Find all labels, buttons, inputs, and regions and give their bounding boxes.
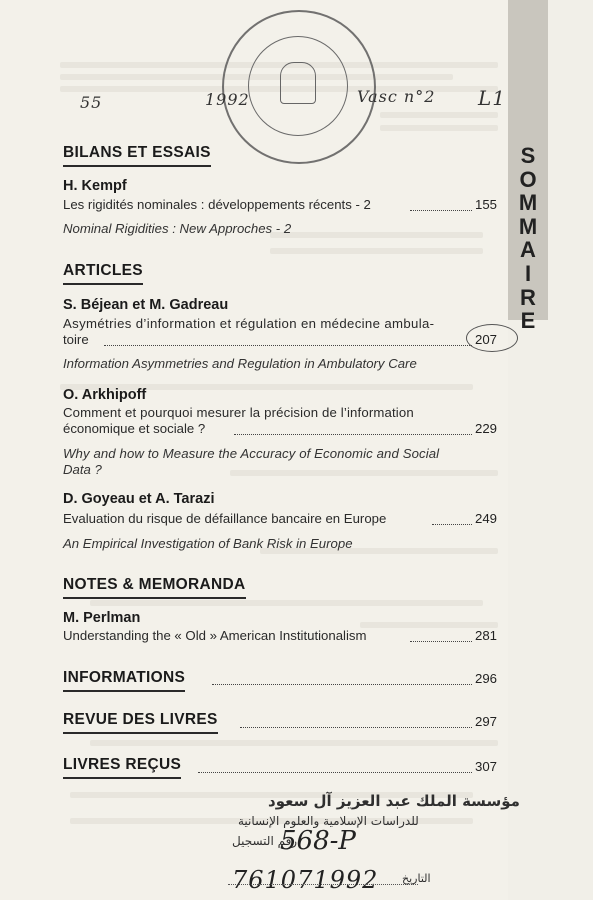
leader-dots <box>410 641 472 642</box>
leader-dots <box>104 345 472 346</box>
library-stamp-line4: التاريخ <box>402 872 431 885</box>
section-heading-recus <box>63 756 181 779</box>
handwritten-note-a: 55 <box>80 93 103 112</box>
title-goyeau: Evaluation du risque de défaillance bancaire en Europe <box>63 511 387 526</box>
title-bejean-line2: toire <box>63 332 89 347</box>
sommaire-tab-letter: I <box>524 260 532 286</box>
translation-kempf: Nominal Rigidities : New Approches - 2 <box>63 221 292 236</box>
handwritten-note-c: Vasc n°2 <box>357 87 436 106</box>
page-number-arkhipoff: 229 <box>475 421 498 436</box>
section-heading-notes <box>63 576 246 599</box>
page-number-goyeau: 249 <box>475 511 498 526</box>
section-title: ARTICLES <box>63 262 143 279</box>
section-title: BILANS ET ESSAIS <box>63 144 211 161</box>
section-title: INFORMATIONS <box>63 669 186 686</box>
section-underline <box>63 165 211 167</box>
section-underline <box>63 777 181 779</box>
library-stamp-line2: للدراسات الإسلامية والعلوم الإنسانية <box>238 814 419 828</box>
page-number-recus: 307 <box>475 759 498 774</box>
registration-number-handwritten: 761071992 <box>232 866 379 894</box>
handwritten-circle-mark <box>466 324 518 352</box>
author-perlman: M. Perlman <box>63 610 141 626</box>
seal-emblem-icon <box>280 62 316 104</box>
translation-bejean: Information Asymmetries and Regulation in Ambulatory Care <box>63 356 417 371</box>
page-number-bejean: 207 <box>475 332 498 347</box>
author-bejean: S. Béjean et M. Gadreau <box>63 297 229 313</box>
section-title: NOTES & MEMORANDA <box>63 576 246 593</box>
section-underline <box>63 597 246 599</box>
library-stamp-line3: رقم التسجيل <box>232 834 298 848</box>
sommaire-tab-letter: R <box>520 284 536 310</box>
page-number-informations: 296 <box>475 671 498 686</box>
section-title: REVUE DES LIVRES <box>63 711 218 728</box>
handwritten-note-d: L1 <box>478 86 507 110</box>
leader-dots <box>432 524 472 525</box>
sommaire-tab-letter: A <box>520 237 536 263</box>
section-heading-bilans <box>63 144 211 167</box>
leader-dots <box>234 434 472 435</box>
leader-dots <box>240 727 472 728</box>
section-underline <box>63 732 218 734</box>
section-heading-revue <box>63 711 218 734</box>
translation-goyeau: An Empirical Investigation of Bank Risk in Europe <box>63 536 353 551</box>
page-number-revue: 297 <box>475 714 498 729</box>
sommaire-tab-label <box>512 144 544 333</box>
page-number-perlman: 281 <box>475 628 498 643</box>
author-goyeau: D. Goyeau et A. Tarazi <box>63 491 215 507</box>
call-number-handwritten: 568-P <box>280 826 356 856</box>
title-perlman: Understanding the « Old » American Institutionalism <box>63 628 367 643</box>
section-heading-informations <box>63 669 185 692</box>
leader-dots <box>198 772 472 773</box>
author-arkhipoff: O. Arkhipoff <box>63 387 147 403</box>
author-kempf: H. Kempf <box>63 178 127 194</box>
title-arkhipoff-line2: économique et sociale ? <box>63 421 206 436</box>
translation-arkhipoff-line1: Why and how to Measure the Accuracy of Economic and Social <box>63 446 440 461</box>
section-underline <box>63 283 143 285</box>
library-stamp-line1: مؤسسة الملك عبد العزيز آل سعود <box>268 792 520 810</box>
title-bejean-line1: Asymétries d’information et régulation en médecine ambula- <box>63 316 435 331</box>
sommaire-tab-letter: O <box>519 166 537 192</box>
section-underline <box>63 690 185 692</box>
section-heading-articles <box>63 262 143 285</box>
stamp-dotted-line <box>228 884 418 886</box>
sommaire-tab-letter: M <box>518 213 538 239</box>
translation-arkhipoff-line2: Data ? <box>63 462 102 477</box>
sommaire-tab-letter: M <box>518 190 538 216</box>
sommaire-tab-letter: E <box>520 308 536 334</box>
title-arkhipoff-line1: Comment et pourquoi mesurer la précision de l’information <box>63 405 414 420</box>
leader-dots <box>410 210 472 211</box>
title-kempf: Les rigidités nominales : développements récents - 2 <box>63 197 371 212</box>
handwritten-note-b: 1992 <box>205 90 250 109</box>
page-number-kempf: 155 <box>475 197 498 212</box>
section-title: LIVRES REÇUS <box>63 756 182 773</box>
sommaire-tab-letter: S <box>520 143 536 168</box>
leader-dots <box>212 684 472 685</box>
